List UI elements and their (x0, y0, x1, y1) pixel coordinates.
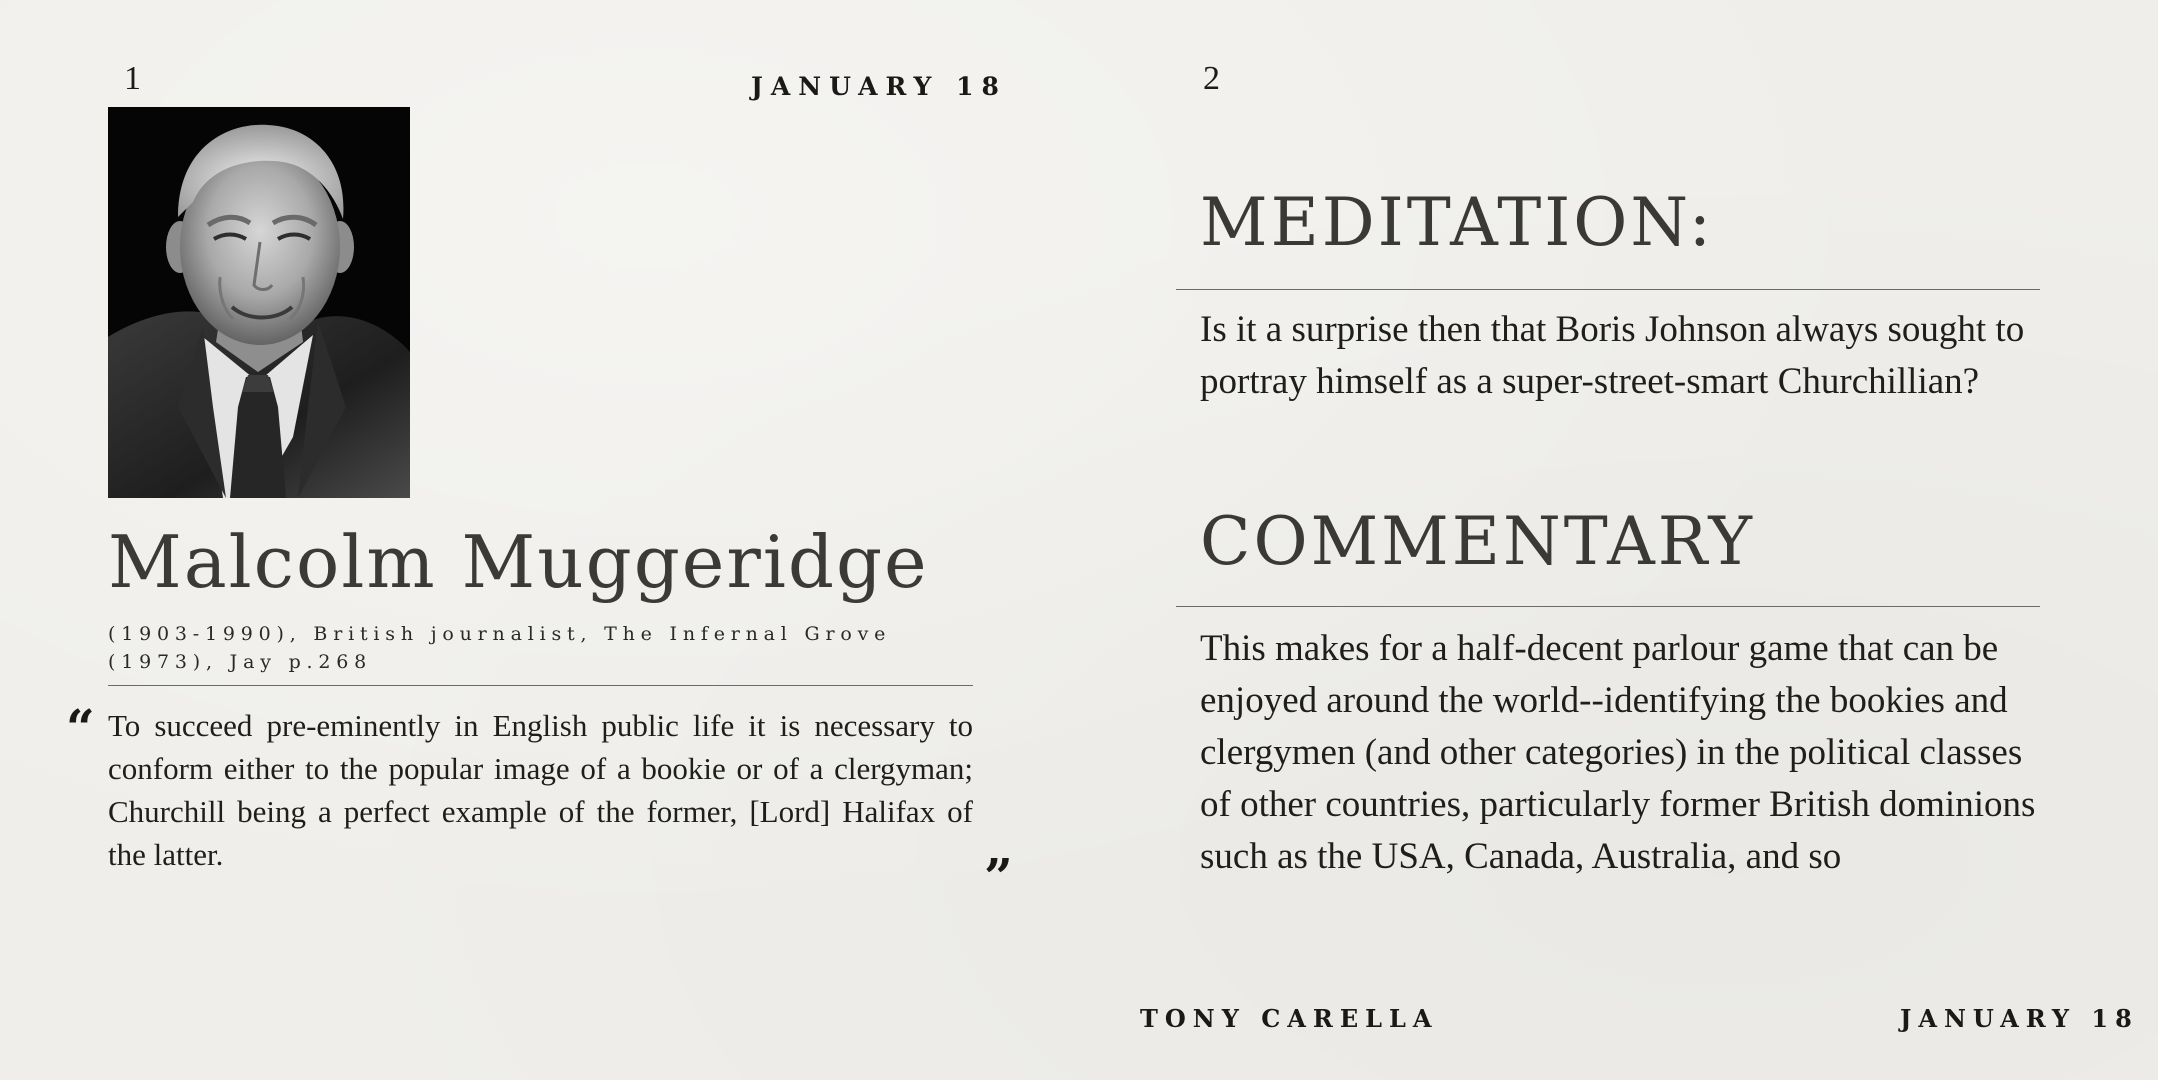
divider-meditation (1176, 289, 2040, 290)
footer-date: JANUARY 18 (1900, 1004, 2139, 1033)
author-portrait (108, 107, 410, 498)
divider-commentary (1176, 606, 2040, 607)
date-header-left: JANUARY 18 (751, 72, 1007, 101)
meditation-heading: MEDITATION: (1200, 184, 1715, 261)
page-number-left: 1 (124, 60, 141, 97)
commentary-heading: COMMENTARY (1200, 503, 1756, 580)
close-quote-icon: ” (984, 847, 1013, 906)
page-number-right: 2 (1203, 60, 1220, 97)
commentary-text: This makes for a half-decent parlour game that can be enjoyed around the world--identifying the bookies and clergymen (and other categories) in the political classes of other countries, particularly former British dominions such as the USA, Canada, Australia, and so (1200, 628, 2036, 877)
author-details: (1903-1990), British journalist, The Infernal Grove (1973), Jay p.268 (108, 623, 892, 673)
footer-author: TONY CARELLA (1140, 1004, 1439, 1033)
divider-left (108, 685, 973, 686)
meditation-text: Is it a surprise then that Boris Johnson always sought to portray himself as a super-street-smart Churchillian? (1200, 309, 2025, 402)
open-quote-icon: “ (66, 698, 95, 757)
author-name: Malcolm Muggeridge (108, 520, 929, 604)
quote-text: To succeed pre-eminently in English public life it is necessary to conform either to the popular image of a bookie or of a clergyman; Churchill being a perfect example of the former, [Lord] Halifax of the latter. (108, 708, 973, 872)
